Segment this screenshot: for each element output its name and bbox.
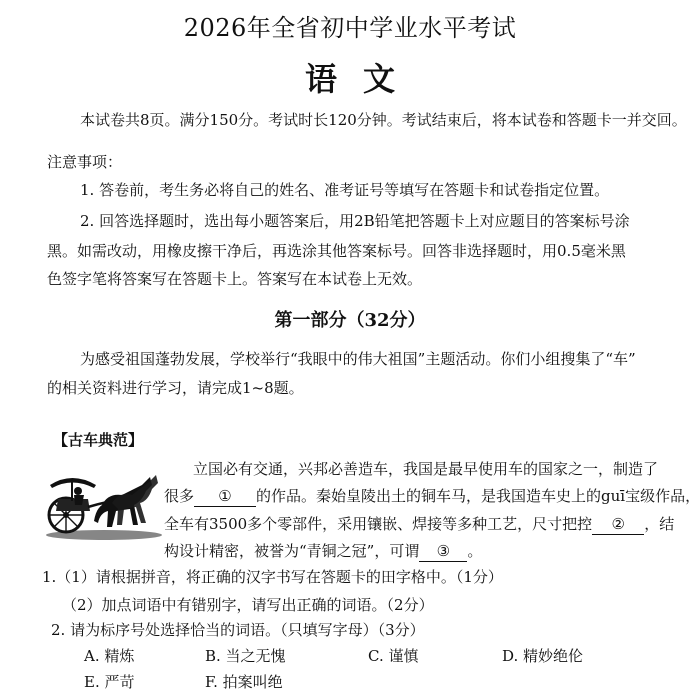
- option-d: D. 精妙绝伦: [502, 647, 584, 665]
- option-b: B. 当之无愧: [205, 647, 286, 665]
- passage-line-4-end: 。: [467, 542, 483, 560]
- question-1-part-2: （2）加点词语中有错别字，请写出正确的词语。（2分）: [62, 596, 434, 614]
- passage-line-1: 立国必有交通，兴邦必善造车，我国是最早使用车的国家之一，制造了: [193, 460, 659, 478]
- passage-line-4: [164, 541, 482, 562]
- option-f: F. 拍案叫绝: [205, 673, 283, 691]
- question-1-part-1: 1.（1）请根据拼音，将正确的汉字书写在答题卡的田字格中。（1分）: [42, 568, 503, 586]
- exam-summary: 本试卷共8页。满分150分。考试时长120分钟。考试结束后，将本试卷和答题卡一并交回。: [80, 111, 687, 129]
- blank-1: ①: [194, 486, 256, 507]
- option-a: A. 精炼: [84, 647, 135, 665]
- notes-heading: 注意事项：: [47, 153, 123, 171]
- blank-3: ③: [419, 541, 467, 562]
- option-e: E. 严苛: [84, 673, 135, 691]
- passage-line-2-start: 很多: [164, 487, 195, 505]
- bronze-chariot-illustration: [42, 465, 164, 543]
- part1-heading: 第一部分（32分）: [274, 310, 426, 331]
- passage-section-title: 【古车典范】: [53, 431, 144, 449]
- passage-line-3: [164, 514, 674, 535]
- note-1: 1. 答卷前，考生务必将自己的姓名、准考证号等填写在答题卡和试卷指定位置。: [80, 181, 610, 199]
- note-2-line-3: 色签字笔将答案写在答题卡上。答案写在本试卷上无效。: [47, 270, 423, 288]
- passage-line-4-start: 构设计精密，被誉为“青铜之冠”，可谓: [164, 542, 420, 560]
- question-2: 2. 请为标序号处选择恰当的词语。（只填写字母）（3分）: [51, 621, 425, 639]
- note-2-line-1: 2. 回答选择题时，选出每小题答案后，用2B铅笔把答题卡上对应题目的答案标号涂: [80, 212, 630, 230]
- passage-line-2: [164, 486, 700, 507]
- passage-line-3-end: ，结: [644, 515, 675, 533]
- exam-title: 2026年全省初中学业水平考试: [183, 14, 517, 42]
- part1-intro-line-1: 为感受祖国蓬勃发展，学校举行“我眼中的伟大祖国”主题活动。你们小组搜集了“车”: [80, 350, 636, 368]
- note-2-line-2: 黑。如需改动，用橡皮擦干净后，再选涂其他答案标号。回答非选择题时，用0.5毫米黑: [47, 242, 626, 260]
- passage-line-2-end: 的作品。秦始皇陵出土的铜车马，是我国造车史上的guī宝级作品，: [256, 487, 700, 505]
- passage-line-3-start: 全车有3500多个零部件，采用镶嵌、焊接等多种工艺，尺寸把控: [164, 515, 593, 533]
- option-c: C. 谨慎: [368, 647, 419, 665]
- subject-title: 语文: [304, 60, 421, 98]
- part1-intro-line-2: 的相关资料进行学习，请完成1~8题。: [47, 379, 304, 397]
- blank-2: ②: [592, 514, 644, 535]
